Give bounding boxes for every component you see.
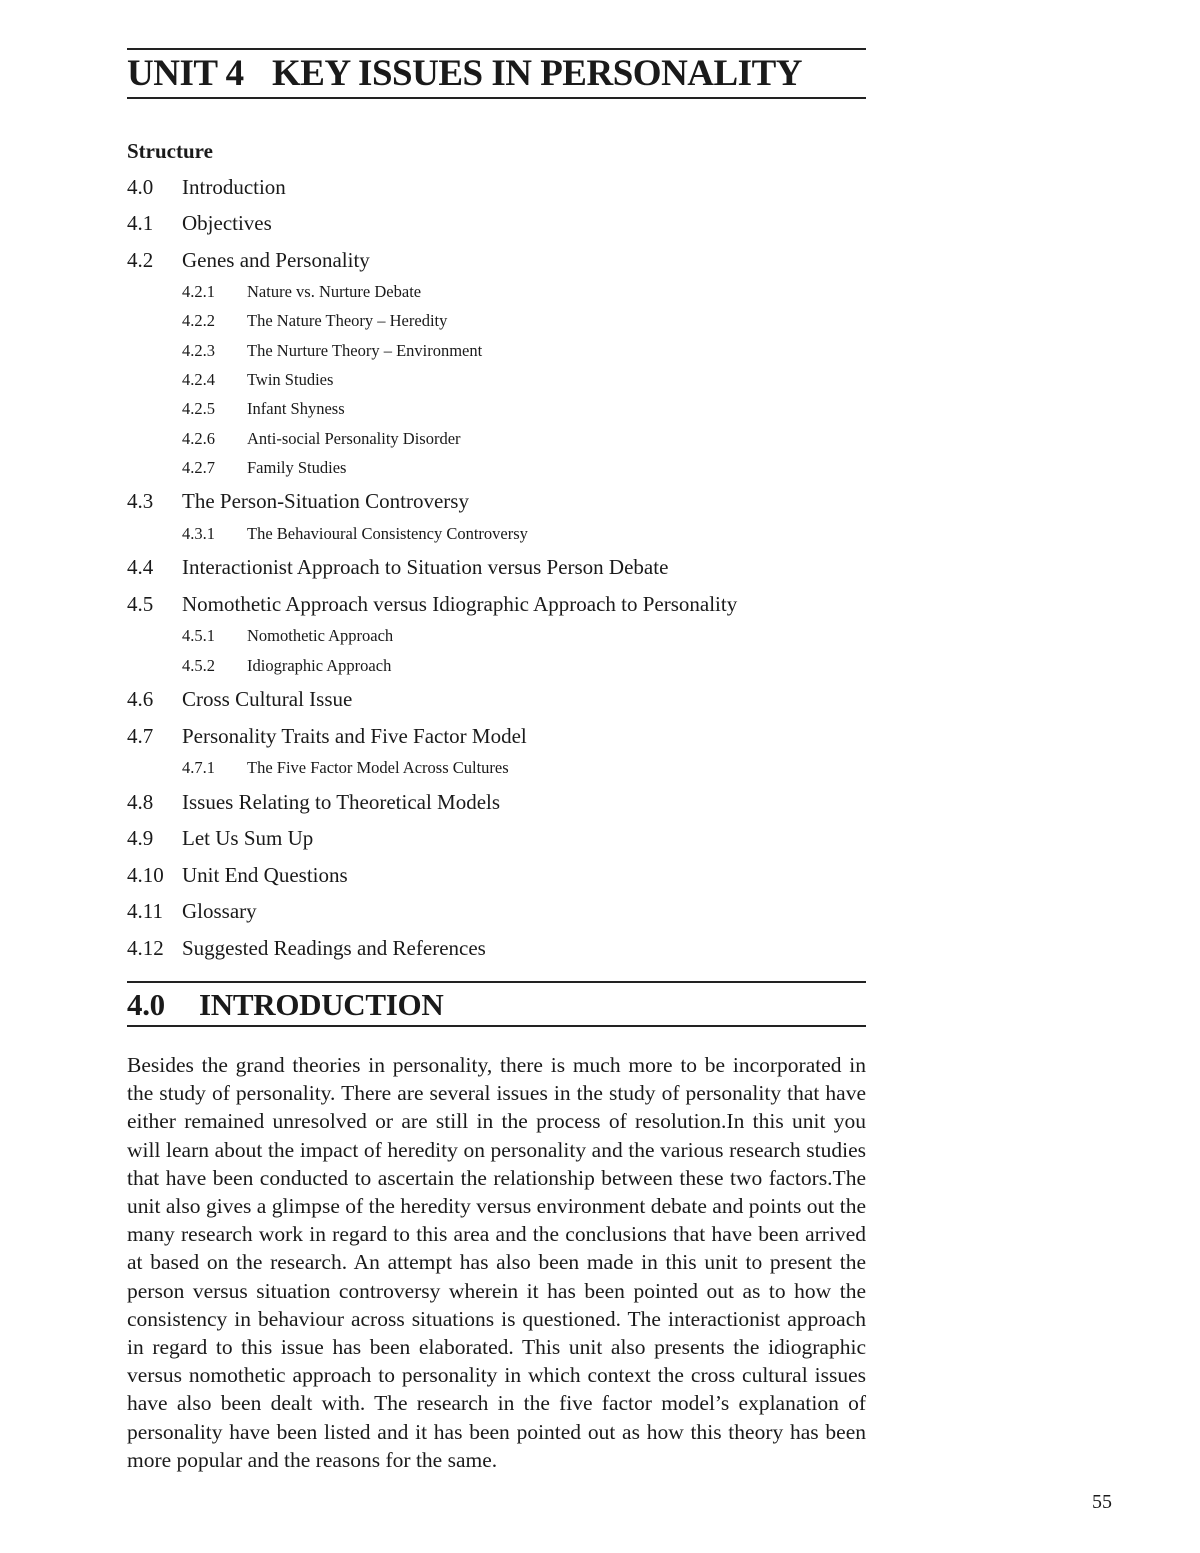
unit-title bbox=[127, 50, 866, 97]
toc-subitem-number: 4.2.1 bbox=[182, 282, 215, 302]
toc-item-title: Objectives bbox=[182, 211, 272, 236]
toc-subitem bbox=[127, 458, 866, 478]
toc-item-title: The Person-Situation Controversy bbox=[182, 489, 469, 514]
toc-subitem-title: Idiographic Approach bbox=[247, 655, 392, 675]
toc-item bbox=[127, 936, 866, 961]
toc-subitem bbox=[127, 758, 866, 778]
toc-item bbox=[127, 863, 866, 888]
toc-subitem-number: 4.2.6 bbox=[182, 428, 215, 448]
toc-item-number: 4.7 bbox=[127, 723, 154, 748]
toc-subitem-number: 4.2.4 bbox=[182, 369, 215, 389]
toc-subitem-title: Twin Studies bbox=[247, 369, 334, 389]
toc-item-number: 4.1 bbox=[127, 211, 154, 236]
toc-subitem bbox=[127, 524, 866, 544]
toc-item-number: 4.3 bbox=[127, 489, 154, 514]
page-number: 55 bbox=[1092, 1491, 1112, 1513]
toc-subitem bbox=[127, 341, 866, 361]
title-bottom-rule bbox=[127, 97, 866, 99]
toc-item bbox=[127, 175, 866, 200]
toc-subitem-number: 4.2.3 bbox=[182, 340, 215, 360]
toc-item-number: 4.5 bbox=[127, 591, 154, 616]
toc-subitem-number: 4.2.7 bbox=[182, 457, 215, 477]
toc-item-title: Cross Cultural Issue bbox=[182, 687, 353, 712]
toc-item-title: Issues Relating to Theoretical Models bbox=[182, 789, 501, 814]
toc-subitem bbox=[127, 282, 866, 302]
toc-item bbox=[127, 248, 866, 273]
toc-item bbox=[127, 826, 866, 851]
toc-item-number: 4.4 bbox=[127, 555, 154, 580]
toc-item bbox=[127, 790, 866, 815]
toc-subitem-title: Family Studies bbox=[247, 457, 347, 477]
toc-item bbox=[127, 211, 866, 236]
toc-subitem-title: The Five Factor Model Across Cultures bbox=[247, 758, 509, 778]
structure-label: Structure bbox=[127, 139, 213, 163]
toc-item bbox=[127, 724, 866, 749]
toc-item-title: Nomothetic Approach versus Idiographic Approach to Personality bbox=[182, 591, 738, 616]
toc-item-title: Personality Traits and Five Factor Model bbox=[182, 723, 527, 748]
toc-subitem-number: 4.2.2 bbox=[182, 311, 215, 331]
toc-item-title: Unit End Questions bbox=[182, 862, 348, 887]
toc-item-title: Glossary bbox=[182, 899, 257, 924]
toc-subitem-number: 4.2.5 bbox=[182, 399, 215, 419]
toc-subitem-title: The Nurture Theory – Environment bbox=[247, 340, 483, 360]
toc-subitem bbox=[127, 429, 866, 449]
toc-item bbox=[127, 592, 866, 617]
toc-item-title: Introduction bbox=[182, 174, 286, 199]
toc-item-title: Genes and Personality bbox=[182, 247, 370, 272]
toc-item-title: Interactionist Approach to Situation versus Person Debate bbox=[182, 555, 669, 580]
toc-subitem-title: Nomothetic Approach bbox=[247, 626, 394, 646]
introduction-paragraph: Besides the grand theories in personality, there is much more to be incorporated in the study of personality. There are several issues in the study of personality that have either remained unresolved or are still in the process of resolution.In this unit you will learn about the impact of heredity on personality and the various research studies that have been conducted to ascertain the relationship between these two factors.The unit also gives a glimpse of the heredity versus environment debate and points out the many research work in regard to this area and the conclusions that have been arrived at based on the research. An attempt has also been made in this unit to present the person versus situation controversy wherein it has been pointed out as to how the consistency in behaviour across situations is questioned. The interactionist approach in regard to this issue has been elaborated. This unit also presents the idiographic versus nomothetic approach to personality in which context the cross cultural issues have also been dealt with. The research in the five factor model’s explanation of personality have been listed and it has been pointed out as how this theory has been more popular and the reasons for the same. bbox=[127, 1052, 866, 1472]
toc-subitem-number: 4.7.1 bbox=[182, 758, 215, 778]
toc-subitem bbox=[127, 370, 866, 390]
introduction-section bbox=[127, 981, 866, 1474]
toc-subitem-number: 4.5.2 bbox=[182, 655, 215, 675]
toc-item bbox=[127, 489, 866, 514]
toc-subitem bbox=[127, 656, 866, 676]
section-bottom-rule bbox=[127, 1025, 866, 1027]
toc-item-title: Suggested Readings and References bbox=[182, 935, 486, 960]
toc-subitem-title: The Nature Theory – Heredity bbox=[247, 311, 448, 331]
toc-item bbox=[127, 687, 866, 712]
unit-title-text: KEY ISSUES IN PERSONALITY bbox=[272, 53, 802, 94]
toc-subitem-title: Nature vs. Nurture Debate bbox=[247, 282, 422, 302]
toc-subitem bbox=[127, 626, 866, 646]
toc-item-number: 4.12 bbox=[127, 935, 164, 960]
unit-number: UNIT 4 bbox=[127, 53, 244, 94]
toc-item-number: 4.10 bbox=[127, 862, 164, 887]
section-heading bbox=[127, 983, 866, 1025]
toc-item-title: Let Us Sum Up bbox=[182, 826, 314, 851]
toc-subitem bbox=[127, 311, 866, 331]
toc-item-number: 4.2 bbox=[127, 247, 154, 272]
toc-item-number: 4.6 bbox=[127, 687, 154, 712]
toc-item bbox=[127, 899, 866, 924]
section-number: 4.0 bbox=[127, 986, 165, 1022]
toc-subitem-title: Anti-social Personality Disorder bbox=[247, 428, 461, 448]
toc-subitem bbox=[127, 399, 866, 419]
table-of-contents bbox=[127, 175, 866, 961]
toc-item-number: 4.9 bbox=[127, 826, 154, 851]
page-content bbox=[127, 48, 866, 1496]
toc-subitem-number: 4.3.1 bbox=[182, 523, 215, 543]
toc-item-number: 4.8 bbox=[127, 789, 154, 814]
toc-item-number: 4.11 bbox=[127, 899, 163, 924]
toc-subitem-number: 4.5.1 bbox=[182, 626, 215, 646]
section-heading-text: INTRODUCTION bbox=[199, 986, 444, 1022]
toc-subitem-title: Infant Shyness bbox=[247, 399, 345, 419]
toc-item bbox=[127, 555, 866, 580]
toc-subitem-title: The Behavioural Consistency Controversy bbox=[247, 523, 528, 543]
toc-item-number: 4.0 bbox=[127, 174, 154, 199]
